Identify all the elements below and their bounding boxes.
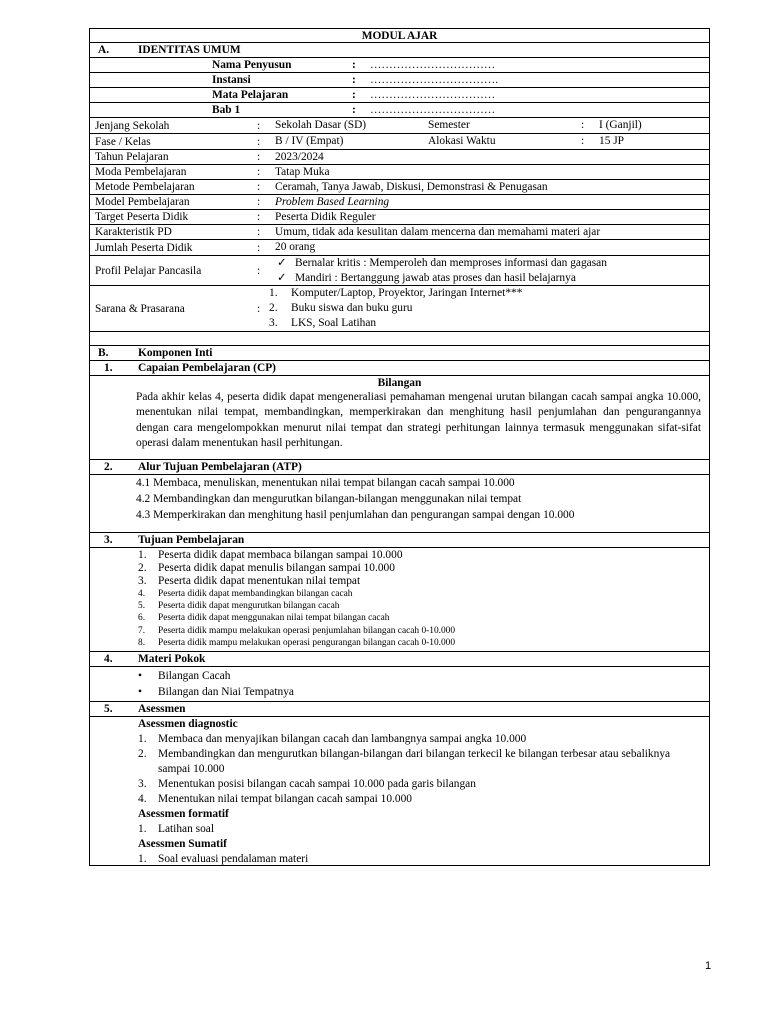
list-number: 5. [138, 601, 146, 612]
tujuan-item-text: Peserta didik dapat menulis bilangan sampai 10.000 [158, 562, 395, 574]
alokasi-waktu-label: Alokasi Waktu [428, 135, 496, 147]
colon: : [352, 104, 356, 116]
asesmen-formatif-title: Asessmen formatif [138, 808, 229, 820]
asesmen-item [90, 792, 709, 807]
semester-value: I (Ganjil) [599, 119, 642, 131]
document-table [89, 28, 710, 866]
tujuan-item [90, 637, 709, 649]
jumlah-value: 20 orang [275, 241, 316, 253]
nama-penyusun-row [89, 58, 710, 73]
jenjang-value: Sekolah Dasar (SD) [275, 119, 367, 131]
profil-label: Profil Pelajar Pancasila [95, 264, 202, 277]
colon: : [257, 211, 261, 223]
colon: : [257, 241, 261, 254]
list-number: 3. [138, 575, 147, 587]
asesmen-item [90, 747, 709, 777]
jumlah-label: Jumlah Peserta Didik [95, 241, 193, 254]
colon: : [257, 151, 261, 163]
sarana-item-text: Komputer/Laptop, Proyektor, Jaringan Internet*** [291, 287, 523, 299]
tujuan-item-text: Peserta didik dapat membandingkan bilangan cacah [158, 589, 353, 599]
tujuan-item-text: Peserta didik dapat membaca bilangan sampai 10.000 [158, 549, 403, 561]
moda-label: Moda Pembelajaran [95, 166, 187, 178]
cp-number: 1. [104, 362, 113, 374]
sarana-item-text: LKS, Soal Latihan [291, 317, 377, 329]
bullet-icon: • [138, 686, 142, 698]
list-number: 1. [138, 733, 147, 745]
asesmen-header [89, 702, 710, 717]
colon: : [257, 196, 261, 208]
model-row [89, 195, 710, 210]
asesmen-item-text: Membaca dan menyajikan bilangan cacah dan lambangnya sampai angka 10.000 [158, 733, 527, 745]
jenjang-label: Jenjang Sekolah [95, 119, 170, 132]
atp-body [89, 475, 710, 533]
tujuan-title: Tujuan Pembelajaran [138, 534, 245, 546]
tujuan-item-text: Peserta didik dapat mengurutkan bilangan cacah [158, 601, 340, 612]
profil-item [275, 271, 709, 286]
colon: : [257, 135, 261, 148]
asesmen-item-text: Soal evaluasi pendalaman materi [158, 853, 309, 865]
asesmen-item-text: Latihan soal [158, 823, 214, 835]
karakteristik-value: Umum, tidak ada kesulitan dalam mencerna dan memahami materi ajar [275, 226, 601, 238]
target-label: Target Peserta Didik [95, 211, 189, 223]
asesmen-sumatif-title: Asessmen Sumatif [138, 838, 227, 850]
asesmen-body [89, 717, 710, 866]
section-a-title: IDENTITAS UMUM [138, 44, 241, 56]
tujuan-item [90, 600, 709, 612]
atp-item: 4.1 Membaca, menuliskan, menentukan nilai tempat bilangan cacah sampai 10.000 [136, 477, 515, 489]
atp-item: 4.3 Memperkirakan dan menghitung hasil penjumlahan dan pengurangan sampai dengan 10.000 [136, 509, 575, 521]
check-icon: ✓ [277, 272, 287, 284]
asesmen-item-text: Membandingkan dan mengurutkan bilangan-bilangan dari bilangan terkecil ke bilangan terbesar atau sebaliknya sampai 10.000 [158, 748, 671, 775]
list-number: 6. [138, 613, 146, 624]
tahun-value: 2023/2024 [275, 151, 324, 163]
colon: : [257, 226, 261, 238]
tujuan-item-text: Peserta didik mampu melakukan operasi pengurangan bilangan cacah 0-10.000 [158, 637, 456, 648]
sarana-row [89, 286, 710, 332]
model-value: Problem Based Learning [275, 196, 390, 208]
tujuan-item [90, 625, 709, 637]
bab-label: Bab 1 [212, 104, 241, 116]
profil-item [275, 256, 709, 271]
tujuan-item [90, 562, 709, 575]
list-number: 4. [138, 589, 146, 599]
colon: : [581, 119, 585, 131]
tujuan-item [90, 588, 709, 600]
list-number: 2. [269, 302, 278, 314]
asesmen-number: 5. [104, 703, 113, 715]
tahun-label: Tahun Pelajaran [95, 151, 169, 163]
metode-row [89, 180, 710, 195]
cp-heading: Bilangan [377, 377, 422, 389]
asesmen-diagnostic-title: Asessmen diagnostic [138, 718, 238, 730]
instansi-label: Instansi [212, 74, 251, 86]
list-number: 2. [138, 748, 147, 760]
colon: : [581, 135, 585, 147]
asesmen-item-text: Menentukan posisi bilangan cacah sampai 10.000 pada garis bilangan [158, 778, 476, 790]
atp-header [89, 460, 710, 475]
asesmen-item-text: Menentukan nilai tempat bilangan cacah sampai 10.000 [158, 793, 412, 805]
karakteristik-label: Karakteristik PD [95, 226, 172, 238]
bab-value: …………………………… [370, 104, 496, 116]
profil-row [89, 256, 710, 286]
atp-number: 2. [104, 461, 113, 473]
sarana-item [269, 301, 709, 316]
cp-header [89, 361, 710, 376]
mata-pelajaran-label: Mata Pelajaran [212, 89, 289, 101]
jenjang-row [89, 118, 710, 134]
section-b-header [89, 346, 710, 361]
sarana-label: Sarana & Prasarana [95, 302, 185, 315]
colon: : [352, 59, 356, 71]
materi-item-text: Bilangan Cacah [158, 670, 231, 682]
mata-pelajaran-row [89, 88, 710, 103]
materi-item-text: Bilangan dan Niai Tempatnya [158, 686, 294, 698]
materi-number: 4. [104, 653, 113, 665]
tujuan-header [89, 533, 710, 548]
colon: : [257, 119, 261, 132]
tujuan-item [90, 575, 709, 588]
asesmen-item [90, 822, 709, 837]
colon: : [257, 302, 261, 315]
bab-row [89, 103, 710, 118]
list-number: 3. [138, 778, 147, 790]
fase-row [89, 134, 710, 150]
section-b-number: B. [98, 347, 109, 359]
tujuan-body [89, 548, 710, 652]
asesmen-title: Asessmen [138, 703, 186, 715]
moda-row [89, 165, 710, 180]
target-row [89, 210, 710, 225]
fase-value: B / IV (Empat) [275, 135, 344, 147]
nama-penyusun-label: Nama Penyusun [212, 59, 292, 71]
list-number: 8. [138, 637, 146, 648]
list-number: 1. [138, 823, 147, 835]
materi-item [90, 684, 709, 700]
moda-value: Tatap Muka [275, 166, 330, 178]
colon: : [257, 264, 261, 277]
tujuan-number: 3. [104, 534, 113, 546]
model-label: Model Pembelajaran [95, 196, 190, 208]
colon: : [352, 89, 356, 101]
instansi-row [89, 73, 710, 88]
list-number: 1. [138, 853, 147, 865]
atp-item: 4.2 Membandingkan dan mengurutkan bilangan-bilangan menggunakan nilai tempat [136, 493, 522, 505]
colon: : [257, 181, 261, 193]
colon: : [257, 166, 261, 178]
section-a-number: A. [98, 44, 110, 56]
jumlah-row [89, 240, 710, 256]
bullet-icon: • [138, 670, 142, 682]
spacer-row [89, 332, 710, 346]
list-number: 4. [138, 793, 147, 805]
list-number: 7. [138, 625, 146, 636]
nama-penyusun-value: …………………………… [370, 59, 496, 71]
cp-body [89, 376, 710, 460]
asesmen-item [90, 852, 709, 867]
sarana-item-text: Buku siswa dan buku guru [291, 302, 413, 314]
list-number: 1. [269, 287, 278, 299]
atp-title: Alur Tujuan Pembelajaran (ATP) [138, 461, 302, 473]
alokasi-waktu-value: 15 JP [599, 135, 625, 147]
profil-item-text: Bernalar kritis : Memperoleh dan memproses informasi dan gagasan [295, 257, 607, 269]
check-icon: ✓ [277, 257, 287, 269]
list-number: 3. [269, 317, 278, 329]
asesmen-item [90, 777, 709, 792]
list-number: 2. [138, 562, 147, 574]
colon: : [352, 74, 356, 86]
materi-item [90, 668, 709, 684]
materi-title: Materi Pokok [138, 653, 206, 665]
target-value: Peserta Didik Reguler [275, 211, 376, 223]
fase-label: Fase / Kelas [95, 135, 151, 148]
karakteristik-row [89, 225, 710, 240]
metode-label: Metode Pembelajaran [95, 181, 195, 193]
page-number: 1 [705, 960, 712, 972]
sarana-item [269, 316, 709, 331]
tujuan-item-text: Peserta didik dapat menggunakan nilai tempat bilangan cacah [158, 613, 390, 624]
profil-item-text: Mandiri : Bertanggung jawab atas proses dan hasil belajarnya [295, 272, 576, 284]
tujuan-item-text: Peserta didik mampu melakukan operasi penjumlahan bilangan cacah 0-10.000 [158, 625, 456, 636]
section-b-title: Komponen Inti [138, 347, 213, 359]
tujuan-item-text: Peserta didik dapat menentukan nilai tempat [158, 575, 361, 587]
section-a-header [89, 43, 710, 58]
document-title: MODUL AJAR [89, 28, 710, 43]
semester-label: Semester [428, 119, 470, 131]
metode-value: Ceramah, Tanya Jawab, Diskusi, Demonstrasi & Penugasan [275, 181, 548, 193]
materi-header [89, 652, 710, 667]
cp-text: Pada akhir kelas 4, peserta didik dapat mengeneraliasi pemahaman mengenai urutan bilangan cacah sampai angka 10.000, menentukan nilai tempat, membandingkan, memperkirakan dan menghitung hasil penjumlahan dan pengurangannya dengan cara mengelompokkan menurut nilai tempat dan strategi perhitungan lainnya termasuk menggunakan sifat-sifat operasi dalam menentukan hasil perhitungan. [136, 391, 701, 449]
sarana-item [269, 286, 709, 301]
list-number: 1. [138, 549, 147, 561]
tujuan-item [90, 612, 709, 624]
asesmen-item [90, 732, 709, 747]
materi-body [89, 667, 710, 702]
tujuan-item [90, 549, 709, 562]
mata-pelajaran-value: …………………………… [370, 89, 496, 101]
instansi-value: ……………………………. [370, 74, 499, 86]
tahun-row [89, 150, 710, 165]
cp-title: Capaian Pembelajaran (CP) [138, 362, 276, 374]
